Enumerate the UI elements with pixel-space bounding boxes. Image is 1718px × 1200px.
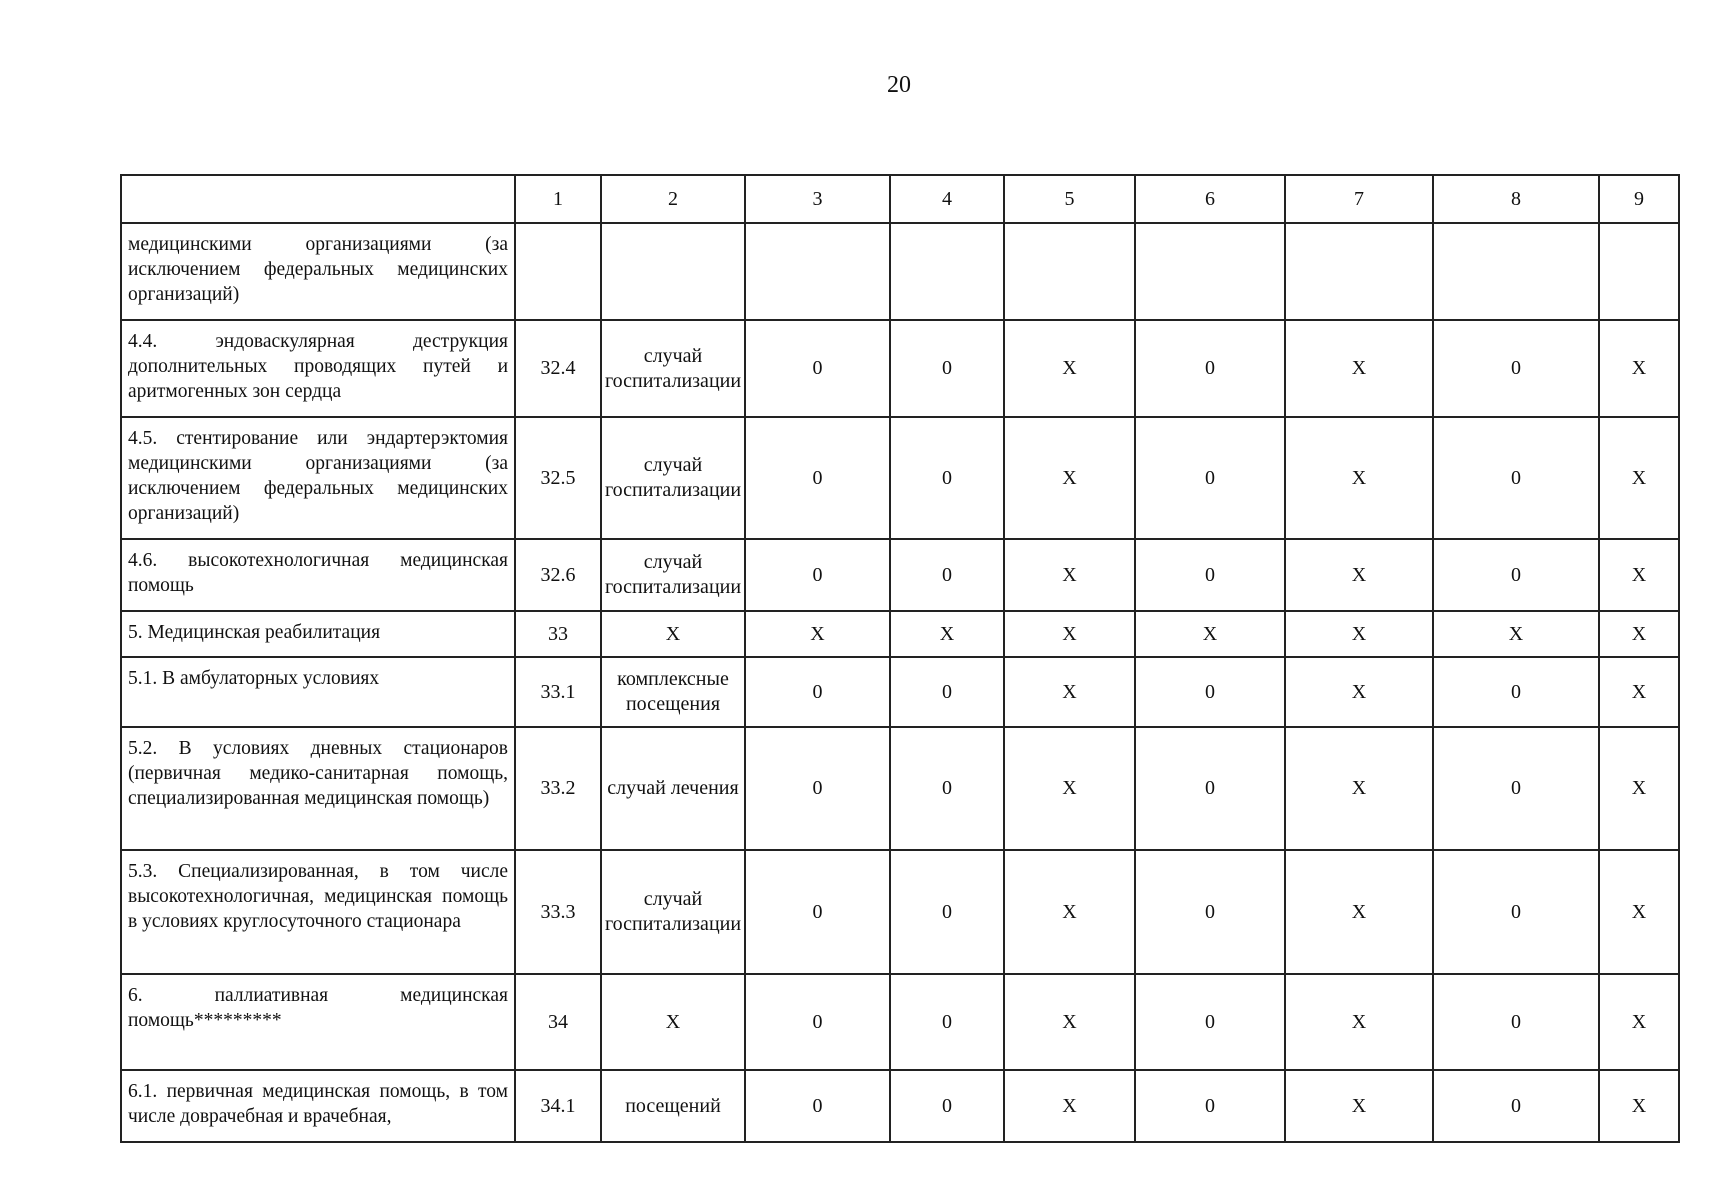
table-cell-col-9: X xyxy=(1599,974,1679,1070)
table-cell-col-6 xyxy=(1135,223,1285,320)
row-description: 4.4. эндоваскулярная деструкция дополнительных проводящих путей и аритмогенных зон сердца xyxy=(121,320,515,417)
table-cell-col-9: X xyxy=(1599,539,1679,611)
header-cell-0 xyxy=(121,175,515,223)
table-cell-col-1: 34 xyxy=(515,974,601,1070)
table-cell-col-1: 34.1 xyxy=(515,1070,601,1142)
page-number: 20 xyxy=(887,72,911,98)
table-cell-col-1: 32.5 xyxy=(515,417,601,539)
table-cell-col-5: X xyxy=(1004,1070,1135,1142)
header-cell-5: 5 xyxy=(1004,175,1135,223)
table-row xyxy=(121,539,1679,611)
table-cell-col-5: X xyxy=(1004,657,1135,727)
table-row xyxy=(121,974,1679,1070)
table-cell-col-2: случай госпитализации xyxy=(601,320,745,417)
table-cell-col-7: X xyxy=(1285,611,1433,657)
header-cell-3: 3 xyxy=(745,175,890,223)
row-description: 4.6. высокотехнологичная медицинская помощь xyxy=(121,539,515,611)
table-cell-col-7: X xyxy=(1285,974,1433,1070)
table-cell-col-2: комплексные посещения xyxy=(601,657,745,727)
table-row xyxy=(121,417,1679,539)
table-cell-col-2 xyxy=(601,223,745,320)
row-description: медицинскими организациями (за исключением федеральных медицинских организаций) xyxy=(121,223,515,320)
table-cell-col-2: случай госпитализации xyxy=(601,417,745,539)
table-cell-col-1 xyxy=(515,223,601,320)
table-cell-col-4: X xyxy=(890,611,1004,657)
table-cell-col-1: 33.2 xyxy=(515,727,601,850)
table-cell-col-6: 0 xyxy=(1135,539,1285,611)
header-cell-4: 4 xyxy=(890,175,1004,223)
table-cell-col-7: X xyxy=(1285,657,1433,727)
table-cell-col-3: X xyxy=(745,611,890,657)
table-cell-col-9: X xyxy=(1599,417,1679,539)
table-cell-col-8 xyxy=(1433,223,1599,320)
table-cell-col-1: 32.6 xyxy=(515,539,601,611)
table-cell-col-4: 0 xyxy=(890,417,1004,539)
table-cell-col-2: посещений xyxy=(601,1070,745,1142)
table-cell-col-3 xyxy=(745,223,890,320)
table-cell-col-5: X xyxy=(1004,539,1135,611)
table-cell-col-7: X xyxy=(1285,727,1433,850)
table-cell-col-6: X xyxy=(1135,611,1285,657)
table-cell-col-7: X xyxy=(1285,1070,1433,1142)
table-cell-col-7: X xyxy=(1285,850,1433,974)
table-cell-col-5: X xyxy=(1004,320,1135,417)
table-cell-col-2: X xyxy=(601,974,745,1070)
row-description: 6.1. первичная медицинская помощь, в том числе доврачебная и врачебная, xyxy=(121,1070,515,1142)
table-cell-col-3: 0 xyxy=(745,657,890,727)
header-cell-2: 2 xyxy=(601,175,745,223)
data-table xyxy=(120,174,1680,1143)
table-cell-col-4: 0 xyxy=(890,727,1004,850)
header-cell-9: 9 xyxy=(1599,175,1679,223)
table-cell-col-6: 0 xyxy=(1135,320,1285,417)
table-cell-col-4: 0 xyxy=(890,657,1004,727)
table-row xyxy=(121,223,1679,320)
table-cell-col-9: X xyxy=(1599,850,1679,974)
table-cell-col-5 xyxy=(1004,223,1135,320)
row-description: 4.5. стентирование или эндартерэктомия медицинскими организациями (за исключением федеральных медицинских организаций) xyxy=(121,417,515,539)
table-cell-col-9: X xyxy=(1599,727,1679,850)
table-row xyxy=(121,1070,1679,1142)
table-cell-col-6: 0 xyxy=(1135,1070,1285,1142)
table-cell-col-7: X xyxy=(1285,417,1433,539)
table-cell-col-1: 33.1 xyxy=(515,657,601,727)
table-cell-col-5: X xyxy=(1004,727,1135,850)
table-cell-col-5: X xyxy=(1004,974,1135,1070)
table-cell-col-5: X xyxy=(1004,611,1135,657)
table-cell-col-7: X xyxy=(1285,539,1433,611)
table-cell-col-9: X xyxy=(1599,611,1679,657)
table-cell-col-8: 0 xyxy=(1433,727,1599,850)
table-cell-col-2: случай госпитализации xyxy=(601,539,745,611)
row-description: 5. Медицинская реабилитация xyxy=(121,611,515,657)
table-cell-col-2: случай лечения xyxy=(601,727,745,850)
table-cell-col-8: 0 xyxy=(1433,1070,1599,1142)
table-cell-col-4: 0 xyxy=(890,1070,1004,1142)
table-cell-col-4 xyxy=(890,223,1004,320)
table-cell-col-7 xyxy=(1285,223,1433,320)
table-cell-col-1: 33.3 xyxy=(515,850,601,974)
table-cell-col-6: 0 xyxy=(1135,727,1285,850)
table-cell-col-4: 0 xyxy=(890,320,1004,417)
table-cell-col-6: 0 xyxy=(1135,850,1285,974)
header-cell-6: 6 xyxy=(1135,175,1285,223)
table-cell-col-3: 0 xyxy=(745,1070,890,1142)
table-cell-col-9: X xyxy=(1599,657,1679,727)
table-cell-col-8: 0 xyxy=(1433,850,1599,974)
table-cell-col-4: 0 xyxy=(890,850,1004,974)
table-cell-col-2: X xyxy=(601,611,745,657)
table-cell-col-3: 0 xyxy=(745,320,890,417)
table-cell-col-9: X xyxy=(1599,320,1679,417)
table-cell-col-3: 0 xyxy=(745,850,890,974)
table-cell-col-7: X xyxy=(1285,320,1433,417)
table-cell-col-6: 0 xyxy=(1135,417,1285,539)
table-cell-col-2: случай госпитализации xyxy=(601,850,745,974)
table-row xyxy=(121,611,1679,657)
header-cell-7: 7 xyxy=(1285,175,1433,223)
table-cell-col-1: 33 xyxy=(515,611,601,657)
table-cell-col-4: 0 xyxy=(890,539,1004,611)
table-cell-col-1: 32.4 xyxy=(515,320,601,417)
table-cell-col-3: 0 xyxy=(745,539,890,611)
table-cell-col-3: 0 xyxy=(745,727,890,850)
table-cell-col-6: 0 xyxy=(1135,657,1285,727)
table-cell-col-5: X xyxy=(1004,850,1135,974)
table-cell-col-9 xyxy=(1599,223,1679,320)
table-row xyxy=(121,320,1679,417)
table-cell-col-6: 0 xyxy=(1135,974,1285,1070)
table-row xyxy=(121,727,1679,850)
table-cell-col-8: X xyxy=(1433,611,1599,657)
table-cell-col-8: 0 xyxy=(1433,417,1599,539)
header-cell-1: 1 xyxy=(515,175,601,223)
table-cell-col-5: X xyxy=(1004,417,1135,539)
table-cell-col-9: X xyxy=(1599,1070,1679,1142)
table-cell-col-4: 0 xyxy=(890,974,1004,1070)
table-row xyxy=(121,657,1679,727)
table-cell-col-8: 0 xyxy=(1433,657,1599,727)
row-description: 5.1. В амбулаторных условиях xyxy=(121,657,515,727)
row-description: 5.2. В условиях дневных стационаров (первичная медико-санитарная помощь, специализированная медицинская помощь) xyxy=(121,727,515,850)
table-header-row xyxy=(121,175,1679,223)
table-cell-col-8: 0 xyxy=(1433,320,1599,417)
table-cell-col-3: 0 xyxy=(745,974,890,1070)
table-cell-col-8: 0 xyxy=(1433,974,1599,1070)
table-cell-col-8: 0 xyxy=(1433,539,1599,611)
table-row xyxy=(121,850,1679,974)
table-body xyxy=(121,175,1679,1142)
header-cell-8: 8 xyxy=(1433,175,1599,223)
row-description: 6. паллиативная медицинская помощь********* xyxy=(121,974,515,1070)
table-cell-col-3: 0 xyxy=(745,417,890,539)
row-description: 5.3. Специализированная, в том числе высокотехнологичная, медицинская помощь в условиях круглосуточного стационара xyxy=(121,850,515,974)
